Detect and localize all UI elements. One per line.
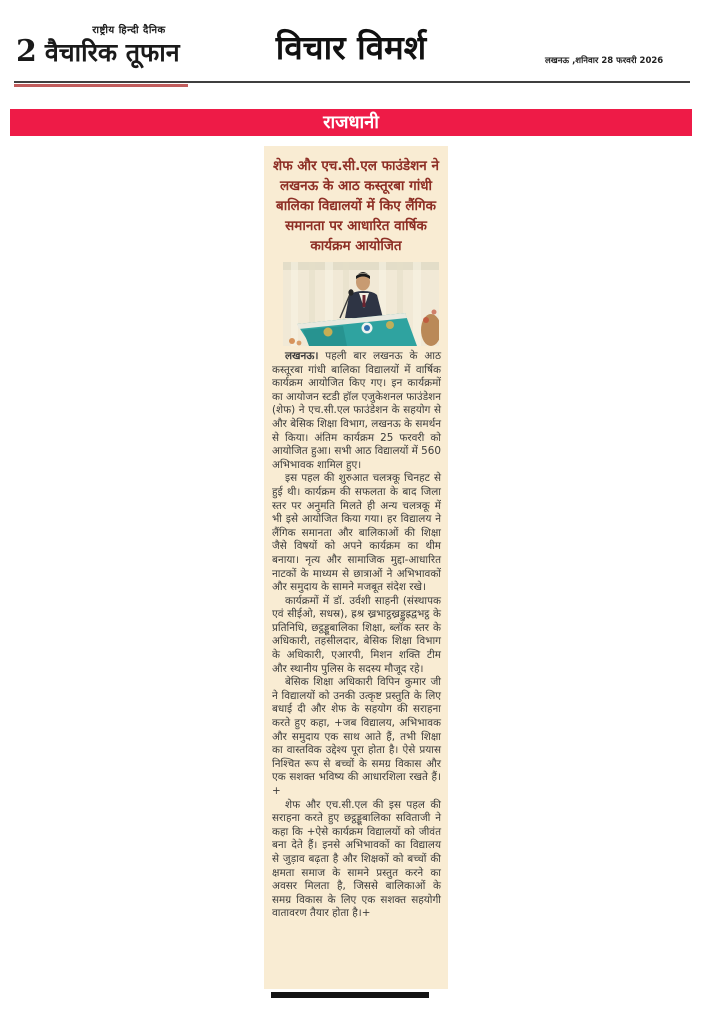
masthead-rule-red — [14, 84, 188, 87]
paragraph-1: लखनऊ। पहली बार लखनऊ के आठ कस्तूरबा गांधी बालिका विद्यालयों में वार्षिक कार्यक्रम आयोजित किए गए। इन कार्यक्रमों का आयोजन स्टडी हॉल एजुकेशनल फाउंडेशन (शेफ) ने एच.सी.एल फाउंडेशन के सहयोग से और बेसिक शिक्षा विभाग, लखनऊ के समर्थन से किया। अंतिम कार्यक्रम 25 फरवरी को आयोजित हुआ। सभी आठ विद्यालयों में 560 अभिभावक शामिल हुए। — [272, 350, 441, 471]
section-banner-label: राजधानी — [323, 112, 379, 133]
page-number: 2 — [16, 34, 37, 69]
page-title: विचार विमर्श — [275, 28, 427, 67]
paragraph-5: शेफ और एच.सी.एल की इस पहल की सराहना करते हुए छट्ठड्डूबालिका सविताजी ने कहा कि +ऐसे कार्यक्रम विद्यालयों को जीवंत बना देते हैं। इनसे अभिभावकों का विद्यालय से जुड़ाव बढ़ता है और शिक्षकों को बच्चों की क्षमता समाज के सामने प्रस्तुत करने का अवसर मिलता है, जिससे बालिकाओं के समग्र विकास के लिए एक सशक्त सहयोगी वातावरण तैयार होता है।+ — [272, 798, 441, 920]
article-photo — [283, 262, 439, 346]
masthead-rule-dark — [14, 81, 690, 83]
paragraph-2: इस पहल की शुरुआत चलत्रकू चिनहट से हुई थी। कार्यक्रम की सफलता के बाद जिला स्तर पर अनुमति मिलते ही अन्य चलत्रकू में भी इसे आयोजित किया गया। हर विद्यालय ने लैंगिक समानता और बालिकाओं की शिक्षा जैसे विषयों को अपने कार्यक्रम का थीम बनाया। नृत्य और सामाजिक मुद्दा-आधारित नाटकों के माध्यम से छात्राओं ने अभिभावकों और समुदाय के सामने मजबूत संदेश रखे। — [272, 472, 441, 594]
city-dateline: लखनऊ। — [285, 350, 319, 362]
masthead-tagline: राष्ट्रीय हिन्दी दैनिक — [92, 25, 166, 36]
article-end-bar — [271, 992, 429, 998]
news-article — [264, 146, 448, 989]
paper-name: वैचारिक तूफान — [44, 38, 180, 67]
paragraph-4: बेसिक शिक्षा अधिकारी विपिन कुमार जी ने विद्यालयों को उनकी उत्कृष्ट प्रस्तुति के लिए बधाई दी और शेफ के सहयोग की सराहना करते हुए कहा, +जब विद्यालय, अभिभावक और समुदाय एक साथ आते हैं, तभी शिक्षा का वास्तविक उद्देश्य पूरा होता है। ऐसे प्रयास निश्चित रूप से बच्चों के समग्र विकास और एक सशक्त भविष्य की आधारशिला रखते हैं।+ — [272, 676, 441, 797]
paragraph-3: कार्यक्रमों में डॉ. उर्वशी साहनी (संस्थापक एवं सीईओ, सधस्र), ह्रश्र ख्रभाट्ठख्रड्डुह्रद्वभट्ठ के प्रतिनिधि, छट्ठड्डूबालिका शिक्षा, ब्लॉक स्तर के अधिकारी, तहसीलदार, बेसिक शिक्षा विभाग के अधिकारी, एआरपी, मिशन शक्ति टीम और स्थानीय पुलिस के सदस्य मौजूद रहे। — [272, 594, 441, 675]
article-body — [272, 350, 441, 921]
edition-dateline: लखनऊ ,शनिवार 28 फरवरी 2026 — [545, 56, 664, 66]
article-headline: शेफ और एच.सी.एल फाउंडेशन ने लखनऊ के आठ कस्तूरबा गांधी बालिका विद्यालयों में किए लैंगिक समानता पर आधारित वार्षिक कार्यक्रम आयोजित — [273, 158, 439, 254]
section-banner — [10, 109, 692, 136]
